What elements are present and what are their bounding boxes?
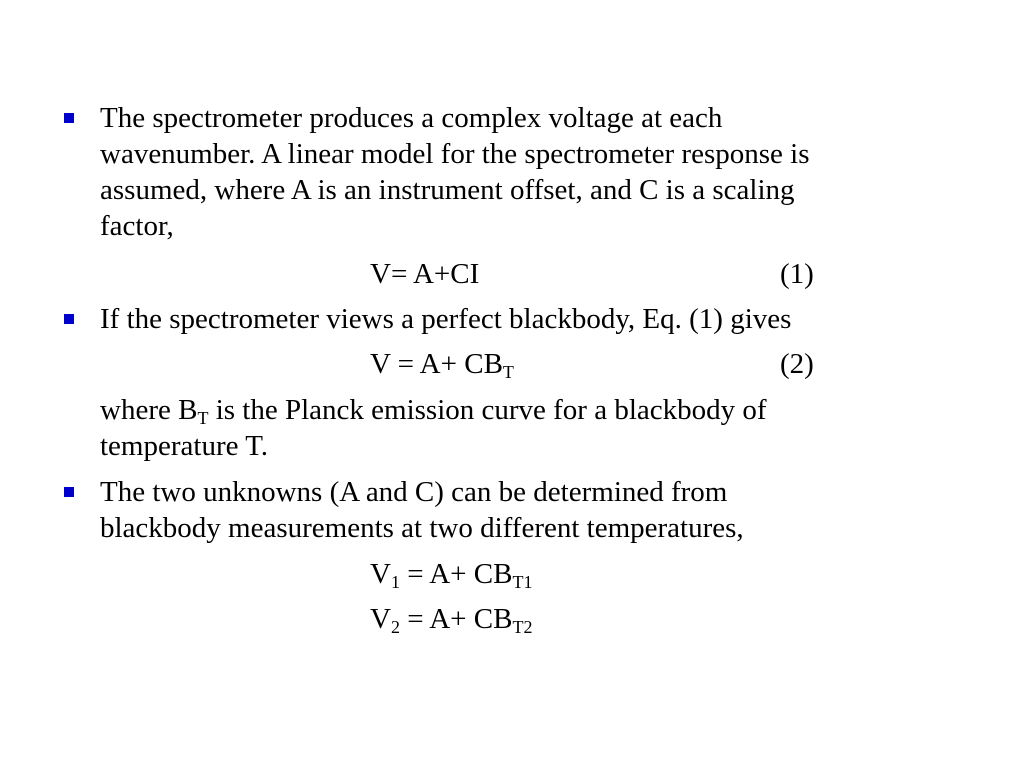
equation-4-b-subscript: T2: [512, 617, 533, 637]
where-subscript: T: [197, 408, 209, 428]
equation-4: [370, 601, 532, 637]
bullet-marker-1: [64, 113, 74, 123]
paragraph-1-line-3: assumed, where A is an instrument offset, and C is a scaling: [100, 174, 795, 206]
where-line-1: [100, 392, 980, 428]
bullet-marker-2: [64, 314, 74, 324]
equation-2-number: (2): [780, 348, 814, 380]
paragraph-3-line-1: The two unknowns (A and C) can be determined from: [100, 476, 728, 508]
paragraph-1-line-4: factor,: [100, 210, 174, 242]
equation-3: [370, 556, 532, 592]
equation-3-v-subscript: 1: [390, 572, 400, 592]
paragraph-1-line-1: The spectrometer produces a complex voltage at each: [100, 102, 723, 134]
equation-1-number: (1): [780, 258, 814, 290]
where-paragraph: [100, 392, 980, 464]
where-line-2: temperature T.: [100, 430, 269, 462]
paragraph-2-line-1: If the spectrometer views a perfect blackbody, Eq. (1) gives: [100, 303, 792, 335]
equation-1: V= A+CI: [370, 258, 480, 290]
paragraph-3-line-2: blackbody measurements at two different temperatures,: [100, 512, 744, 544]
paragraph-1: [100, 100, 980, 244]
bullet-marker-3: [64, 487, 74, 497]
equation-4-v: V: [370, 603, 391, 635]
paragraph-3: [100, 474, 980, 546]
where-part-1: where B: [100, 394, 198, 426]
paragraph-2: [100, 301, 980, 337]
where-part-2: is the Planck emission curve for a blackbody of: [208, 394, 767, 426]
equation-2: [370, 346, 514, 382]
paragraph-1-line-2: wavenumber. A linear model for the spectrometer response is: [100, 138, 810, 170]
equation-3-b-subscript: T1: [512, 572, 533, 592]
equation-4-v-subscript: 2: [390, 617, 400, 637]
equation-2-main: V = A+ CB: [370, 348, 503, 380]
equation-4-main: = A+ CB: [399, 603, 513, 635]
equation-3-v: V: [370, 558, 391, 590]
equation-2-subscript: T: [502, 362, 514, 382]
equation-3-main: = A+ CB: [399, 558, 513, 590]
